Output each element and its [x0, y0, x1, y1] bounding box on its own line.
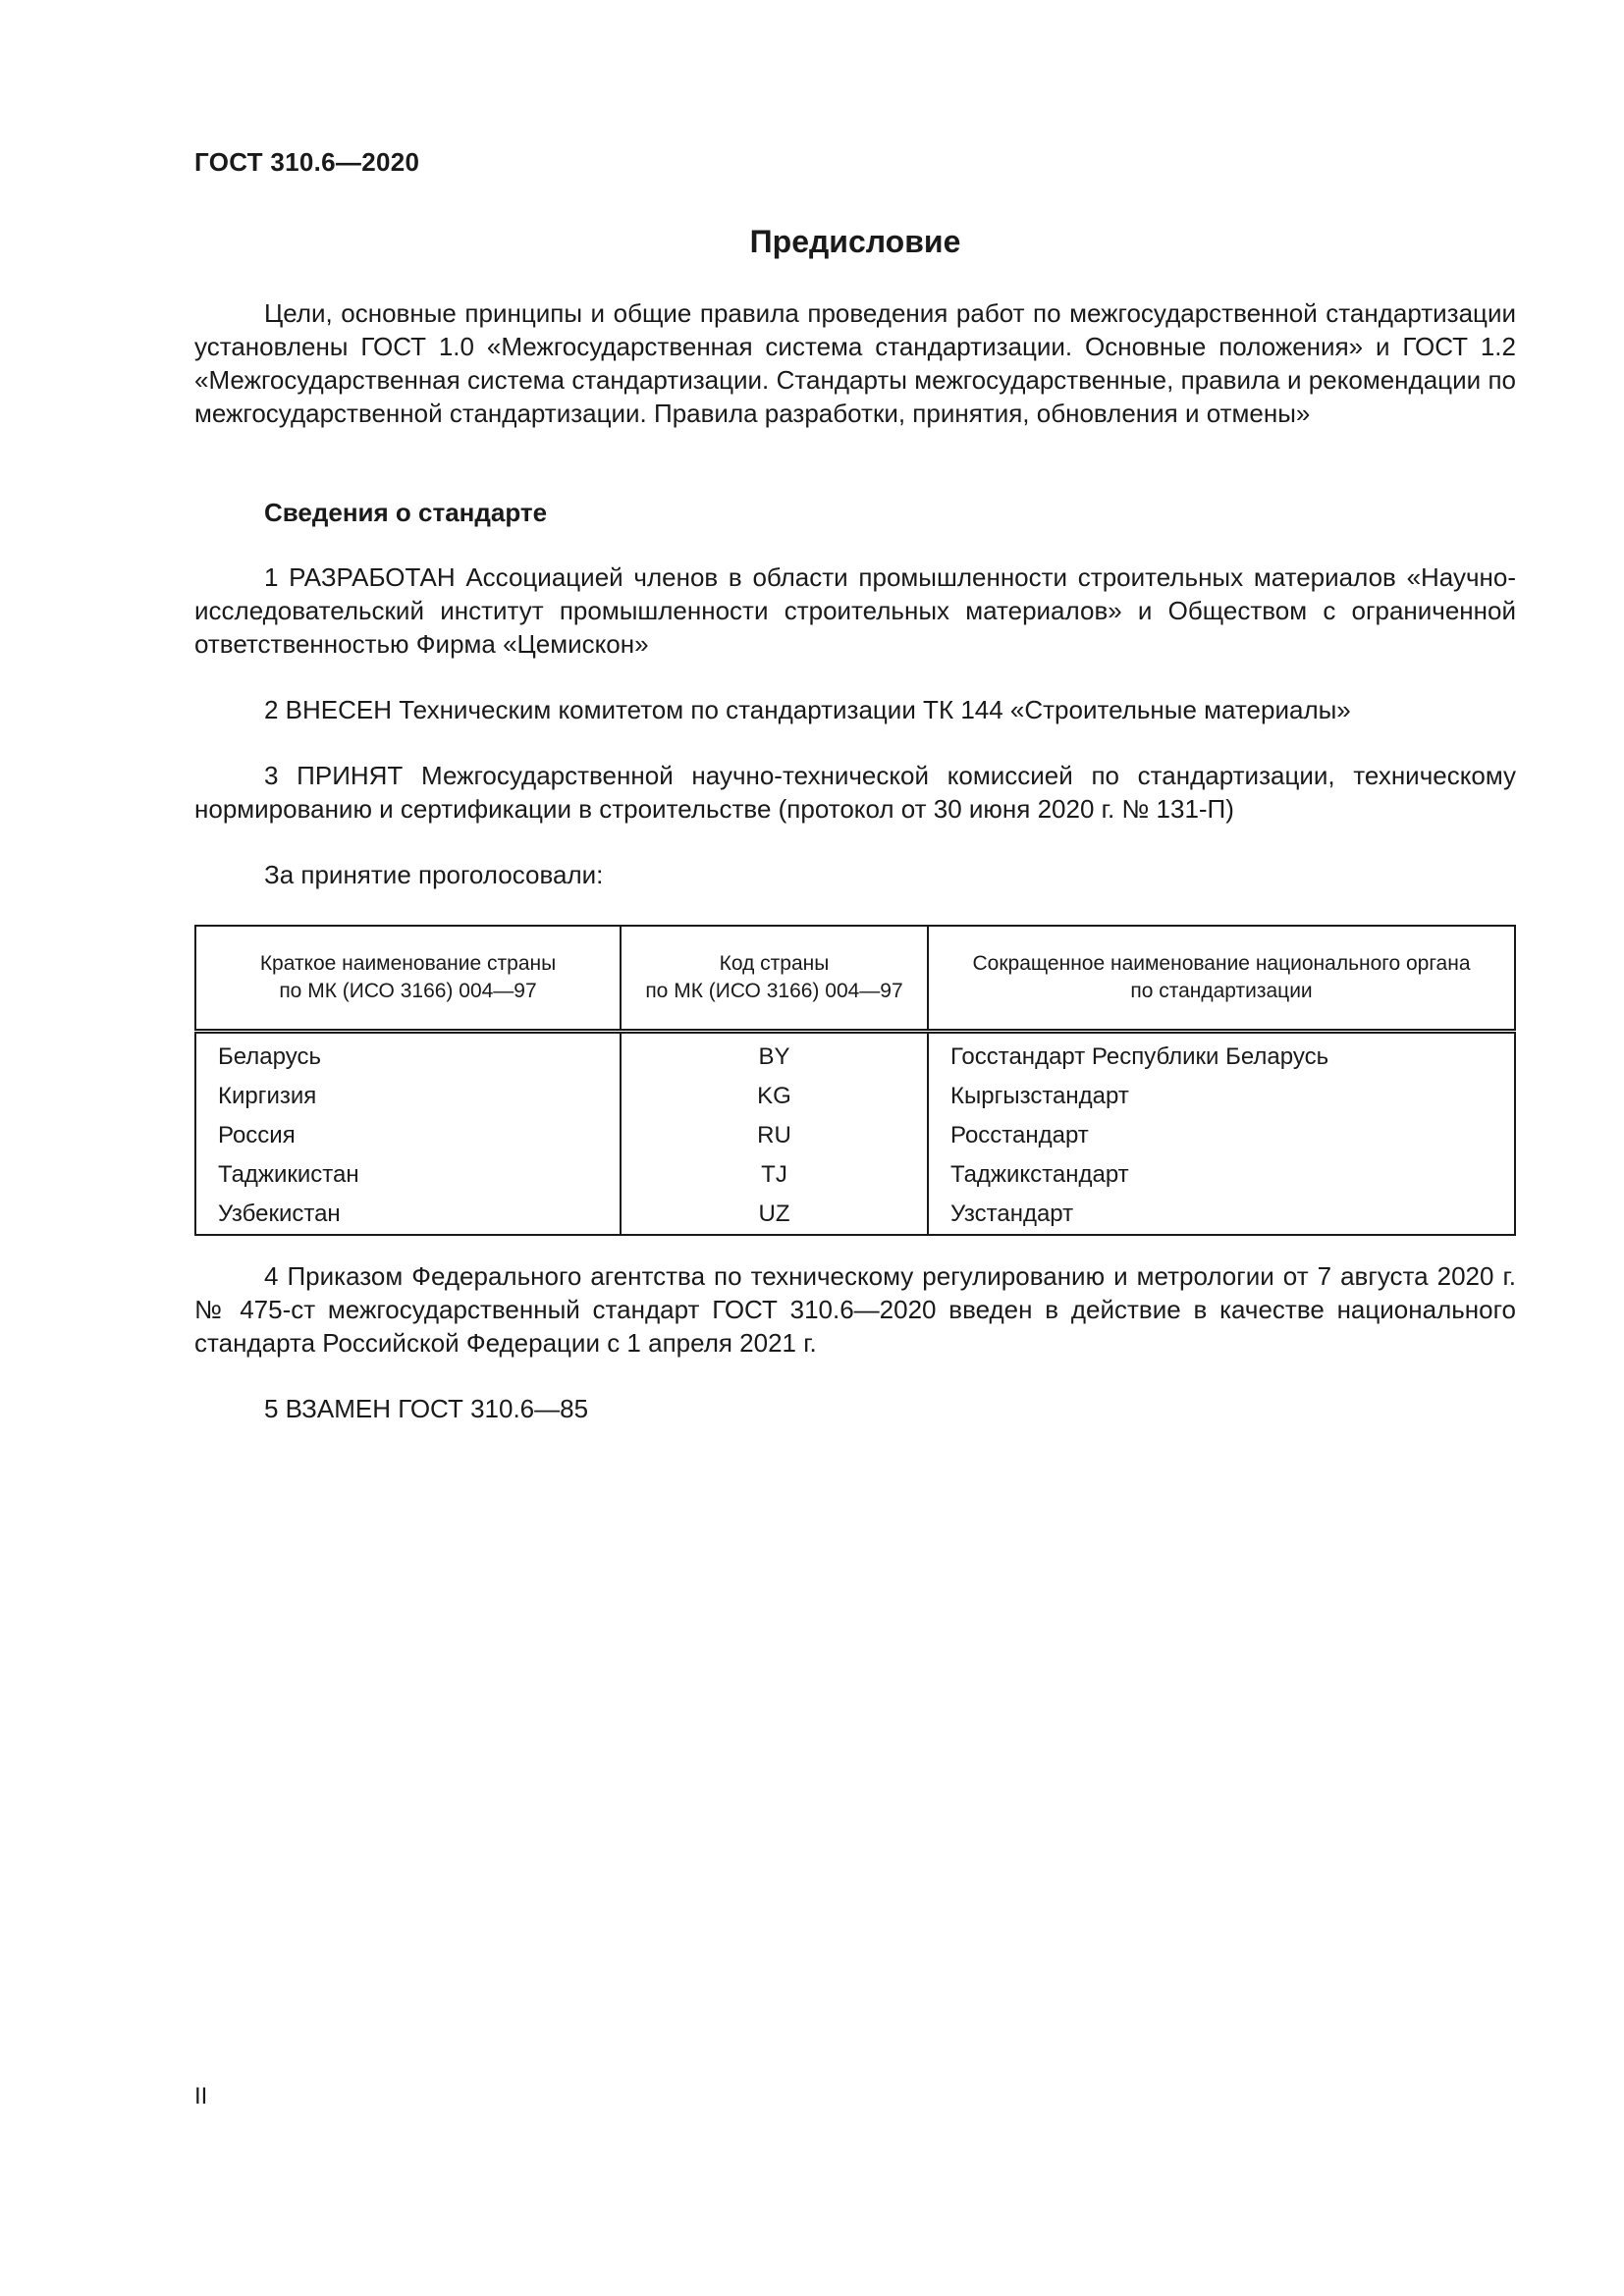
- table-row: [195, 1077, 1515, 1116]
- table-row: [195, 1116, 1515, 1155]
- intro-paragraph: Цели, основные принципы и общие правила проведения работ по межгосударственной стандартизации установлены ГОСТ 1.0 «Межгосударственная система стандартизации. Основные положения» и ГОСТ 1.2 «Межгосударственная система стандартизации. Стандарты межгосударственные, правила и рекомендации по межгосударственной стандартизации. Правила разработки, принятия, обновления и отмены»: [194, 298, 1516, 428]
- voting-countries-table: [194, 925, 1516, 1236]
- vote-intro: За принятие проголосовали:: [264, 860, 604, 889]
- country-cell: Узбекистан: [195, 1195, 621, 1235]
- page-title: Предисловие: [749, 224, 961, 259]
- code-cell: RU: [621, 1116, 928, 1155]
- country-cell: Беларусь: [195, 1032, 621, 1078]
- header-national-body: Сокращенное наименование национального органа по стандартизации: [928, 926, 1515, 1032]
- national-body-cell: Госстандарт Республики Беларусь: [928, 1032, 1515, 1078]
- item-4-order: 4 Приказом Федерального агентства по техническому регулированию и метрологии от 7 августа 2020 г. № 475-ст межгосударственный стандарт ГОСТ 310.6—2020 введен в действие в качестве национального стандарта Российской Федерации с 1 апреля 2021 г.: [194, 1261, 1516, 1358]
- country-cell: Киргизия: [195, 1077, 621, 1116]
- national-body-cell: Узстандарт: [928, 1195, 1515, 1235]
- header-country-code: Код страны по МК (ИСО 3166) 004—97: [621, 926, 928, 1032]
- item-5-replaces: 5 ВЗАМЕН ГОСТ 310.6—85: [264, 1394, 589, 1423]
- table-row: [195, 1032, 1515, 1078]
- code-cell: UZ: [621, 1195, 928, 1235]
- document-code: ГОСТ 310.6—2020: [194, 147, 420, 177]
- code-cell: KG: [621, 1077, 928, 1116]
- section-heading: Сведения о стандарте: [264, 498, 548, 527]
- country-cell: Таджикистан: [195, 1155, 621, 1195]
- table-row: [195, 1195, 1515, 1235]
- national-body-cell: Таджикстандарт: [928, 1155, 1515, 1195]
- header-country-name: Краткое наименование страны по МК (ИСО 3166) 004—97: [195, 926, 621, 1032]
- code-cell: TJ: [621, 1155, 928, 1195]
- code-cell: BY: [621, 1032, 928, 1078]
- national-body-cell: Росстандарт: [928, 1116, 1515, 1155]
- item-1-developed: 1 РАЗРАБОТАН Ассоциацией членов в области промышленности строительных материалов «Научно-исследовательский институт промышленности строительных материалов» и Обществом с ограниченной ответственностью Фирма «Цемискон»: [194, 562, 1516, 659]
- page-number: II: [194, 2083, 208, 2109]
- country-cell: Россия: [195, 1116, 621, 1155]
- table-header-row: [195, 926, 1515, 1032]
- item-2-submitted: 2 ВНЕСЕН Техническим комитетом по стандартизации ТК 144 «Строительные материалы»: [264, 695, 1351, 724]
- item-3-adopted: 3 ПРИНЯТ Межгосударственной научно-технической комиссией по стандартизации, техническому нормированию и сертификации в строительстве (протокол от 30 июня 2020 г. № 131-П): [194, 761, 1516, 824]
- national-body-cell: Кыргызстандарт: [928, 1077, 1515, 1116]
- table-row: [195, 1155, 1515, 1195]
